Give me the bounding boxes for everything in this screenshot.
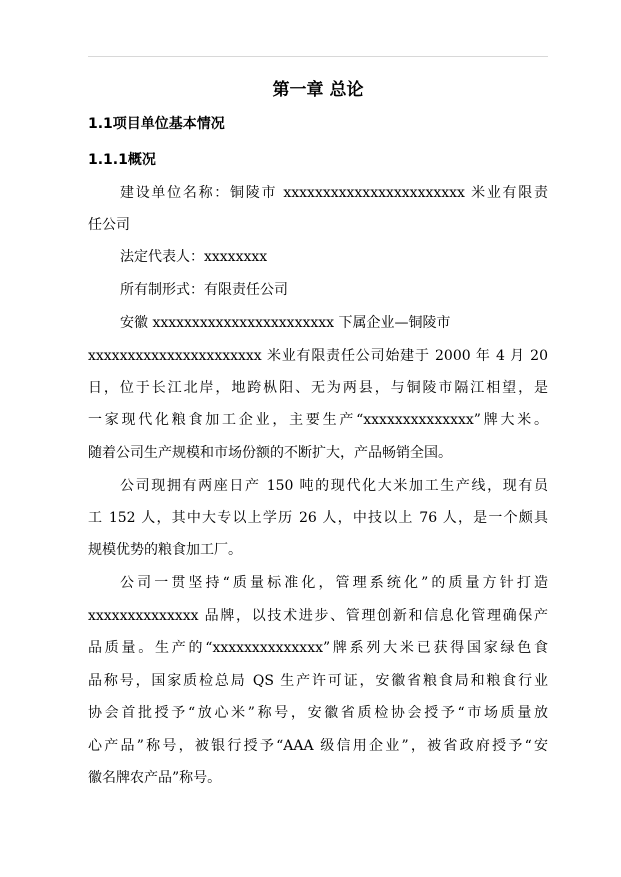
body-line: 安徽 xxxxxxxxxxxxxxxxxxxxxxx 下属企业—铜陵市 [120, 315, 451, 331]
body-line: 规模优势的粮食加工厂。 [88, 542, 242, 558]
body-line: 法定代表人：xxxxxxxx [120, 249, 268, 265]
body-line: 公司现拥有两座日产 150 吨的现代化大米加工生产线，现有员 [120, 478, 548, 494]
body-line: 日，位于长江北岸，地跨枞阳、无为两县，与铜陵市隔江相望，是 [88, 380, 548, 396]
section-heading: 1.1项目单位基本情况 [88, 116, 225, 132]
chapter-title: 第一章 总论 [272, 80, 364, 100]
body-line: 任公司 [88, 217, 130, 233]
body-line: 所有制形式：有限责任公司 [120, 282, 288, 298]
body-line: 工 152 人，其中大专以上学历 26 人，中技以上 76 人，是一个颇具 [88, 510, 548, 526]
body-line: 品称号，国家质检总局 QS 生产许可证，安徽省粮食局和粮食行业 [88, 673, 548, 689]
body-line: 心产品”称号，被银行授予“AAA 级信用企业”，被省政府授予“安 [88, 738, 548, 754]
body-line: 建设单位名称：铜陵市 xxxxxxxxxxxxxxxxxxxxxxx 米业有限责 [120, 185, 548, 201]
body-line: 一家现代化粮食加工企业，主要生产“xxxxxxxxxxxxxx”牌大米。 [88, 412, 548, 428]
body-line: xxxxxxxxxxxxxx 品牌，以技术进步、管理创新和信息化管理确保产 [88, 608, 548, 624]
body-line: 协会首批授予“放心米”称号，安徽省质检协会授予“市场质量放 [88, 705, 548, 721]
body-line: 随着公司生产规模和市场份额的不断扩大，产品畅销全国。 [88, 445, 452, 461]
header-rule [88, 56, 548, 57]
body-line: 徽名牌农产品”称号。 [88, 770, 222, 786]
body-line: 品质量。生产的“xxxxxxxxxxxxxx”牌系列大米已获得国家绿色食 [88, 640, 548, 656]
body-line: xxxxxxxxxxxxxxxxxxxxxx 米业有限责任公司始建于 2000 年 4 月 20 [88, 348, 548, 364]
body-line: 公司一贯坚持“质量标准化，管理系统化”的质量方针打造 [120, 575, 548, 591]
subsection-heading: 1.1.1概况 [88, 152, 156, 168]
